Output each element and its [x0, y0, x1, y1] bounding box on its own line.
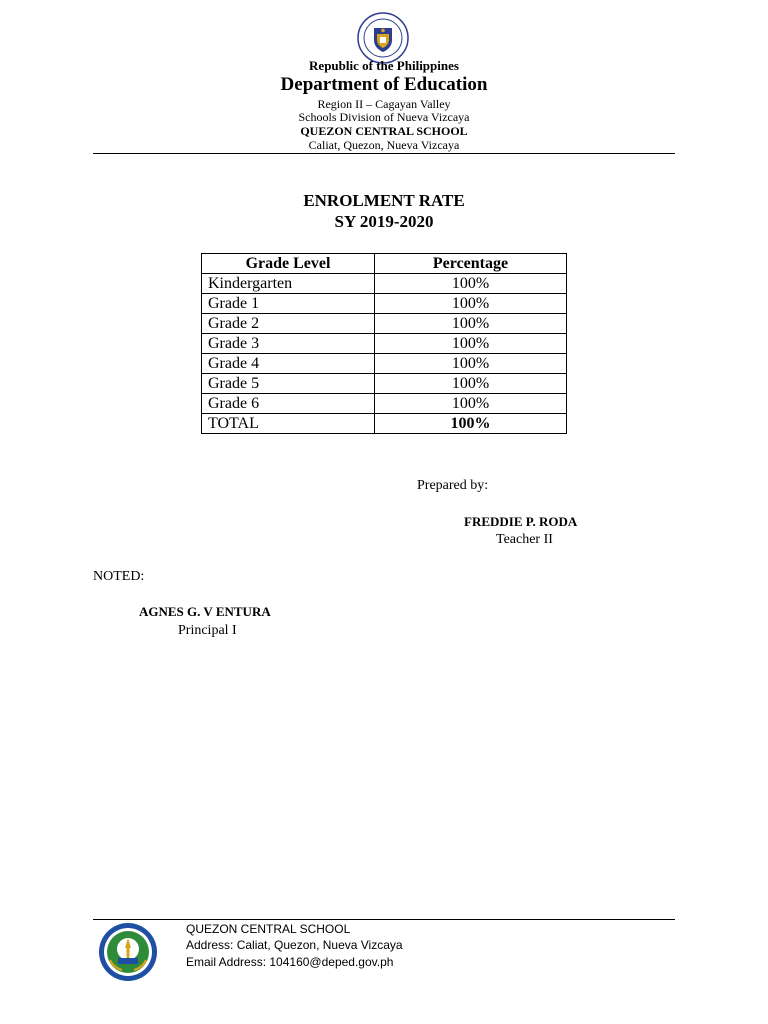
- percentage-cell: 100%: [375, 394, 567, 414]
- percentage-cell: 100%: [375, 294, 567, 314]
- noted-label: NOTED:: [93, 569, 145, 584]
- table-row: [202, 274, 567, 294]
- school-address: Caliat, Quezon, Nueva Vizcaya: [308, 138, 460, 152]
- grade-level-cell: Grade 3: [202, 334, 375, 354]
- percentage-cell: 100%: [375, 334, 567, 354]
- grade-level-header: Grade Level: [202, 254, 375, 274]
- percentage-cell: 100%: [375, 274, 567, 294]
- department-title: Department of Education: [280, 74, 488, 95]
- deped-seal-logo: [357, 12, 409, 64]
- preparer-title: Teacher II: [496, 532, 553, 547]
- percentage-header: Percentage: [375, 254, 567, 274]
- header-divider: [93, 153, 675, 154]
- total-label-cell: TOTAL: [202, 414, 375, 434]
- enrolment-table: [201, 253, 567, 434]
- grade-level-cell: Grade 6: [202, 394, 375, 414]
- table-row: [202, 374, 567, 394]
- preparer-name: FREDDIE P. RODA: [464, 514, 578, 529]
- grade-level-cell: Kindergarten: [202, 274, 375, 294]
- grade-level-cell: Grade 4: [202, 354, 375, 374]
- prepared-by-label: Prepared by:: [417, 478, 489, 493]
- grade-level-cell: Grade 5: [202, 374, 375, 394]
- republic-text: Republic of the Philippines: [309, 58, 459, 73]
- total-row: [202, 414, 567, 434]
- table-row: [202, 334, 567, 354]
- percentage-cell: 100%: [375, 314, 567, 334]
- region-text: Region II – Cagayan Valley: [317, 97, 451, 111]
- percentage-cell: 100%: [375, 354, 567, 374]
- school-logo: [98, 922, 158, 982]
- table-row: [202, 314, 567, 334]
- grade-level-cell: Grade 1: [202, 294, 375, 314]
- footer-school-name: QUEZON CENTRAL SCHOOL: [186, 922, 351, 936]
- school-name: QUEZON CENTRAL SCHOOL: [300, 124, 468, 138]
- grade-level-cell: Grade 2: [202, 314, 375, 334]
- table-header-row: [202, 254, 567, 274]
- percentage-cell: 100%: [375, 374, 567, 394]
- division-text: Schools Division of Nueva Vizcaya: [298, 110, 470, 124]
- noter-name: AGNES G. V ENTURA: [139, 604, 271, 619]
- table-row: [202, 394, 567, 414]
- school-year: SY 2019-2020: [334, 212, 434, 231]
- footer-address: Address: Caliat, Quezon, Nueva Vizcaya: [186, 938, 403, 952]
- document-title: ENROLMENT RATE: [303, 191, 465, 210]
- table-row: [202, 294, 567, 314]
- footer-divider: [93, 919, 675, 920]
- footer-email: Email Address: 104160@deped.gov.ph: [186, 955, 394, 969]
- table-row: [202, 354, 567, 374]
- total-percentage-cell: 100%: [375, 414, 567, 434]
- noter-title: Principal I: [178, 623, 237, 638]
